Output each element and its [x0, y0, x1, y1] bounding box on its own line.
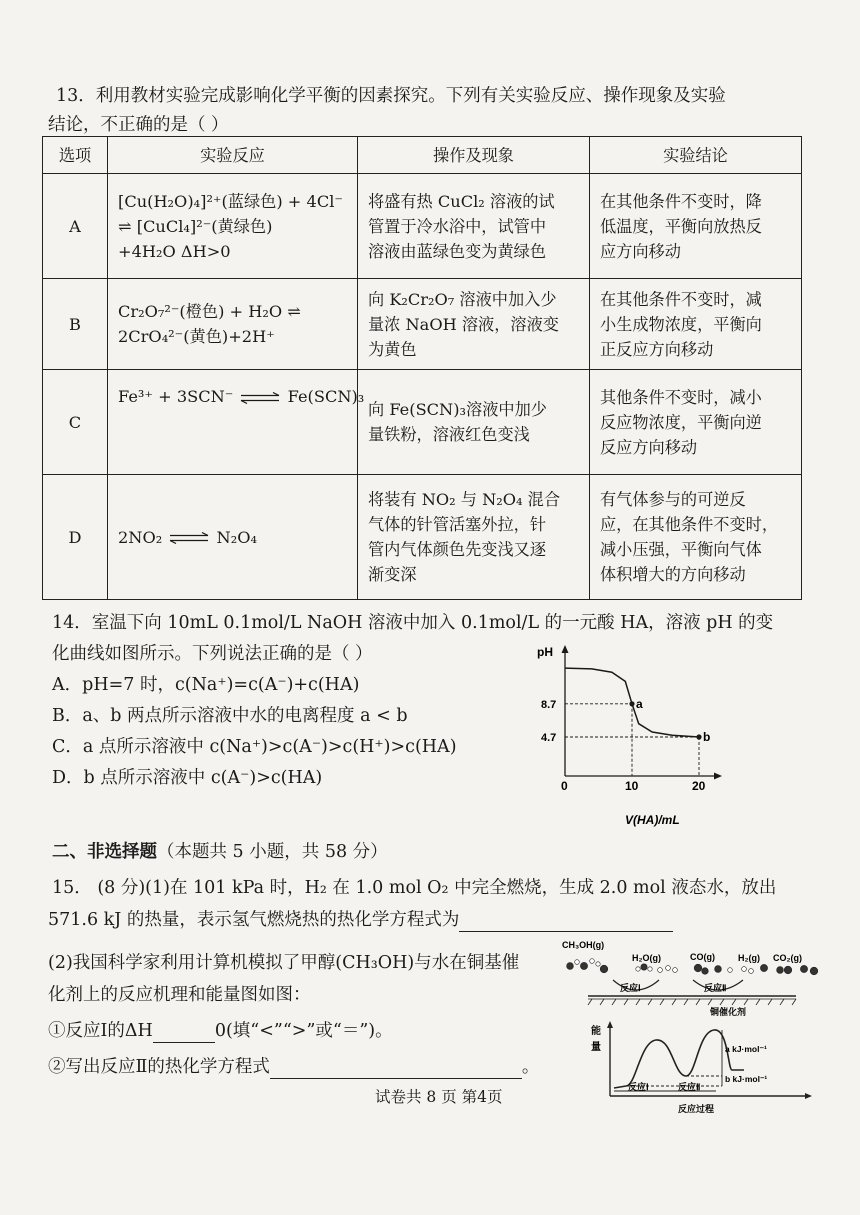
- q15-line2: [48, 908, 673, 932]
- q13-stem-line2: 结论，不正确的是（ ）: [48, 115, 229, 135]
- x-tick-label: 10: [625, 779, 639, 793]
- table-row: [43, 475, 802, 600]
- option-label: B: [43, 279, 108, 370]
- operation-line: 气体的针管活塞外拉，针: [368, 515, 547, 534]
- q13-table: [42, 136, 802, 600]
- operation-line: 渐变深: [368, 565, 417, 584]
- energy-x-label: 反应过程: [678, 1104, 715, 1114]
- x-axis-label: V(HA)/mL: [625, 813, 680, 827]
- operation-line: 向 K₂Cr₂O₇ 溶液中加入少: [368, 289, 557, 309]
- reaction-line: +4H₂O ΔH>0: [118, 241, 231, 261]
- q15-line6: [48, 1055, 539, 1079]
- reaction-cell: [108, 475, 358, 600]
- q14-option-c: C．a 点所示溶液中 c(Na⁺)>c(A⁻)>c(H⁺)>c(HA): [52, 737, 457, 757]
- mechanism-diagram: [558, 936, 826, 1018]
- operation-line: 量铁粉，溶液红色变浅: [368, 425, 530, 444]
- operation-line: 为黄色: [368, 339, 417, 359]
- operation-cell: [358, 370, 590, 475]
- reaction-left: 2NO₂: [118, 527, 163, 547]
- conclusion-cell: [590, 475, 802, 600]
- x-tick-label: 20: [692, 779, 706, 793]
- header-conclusion: 实验结论: [590, 137, 802, 174]
- q14-option-b: B．a、b 两点所示溶液中水的电离程度 a < b: [52, 706, 408, 726]
- table-row: [43, 174, 802, 279]
- q14-option-d: D．b 点所示溶液中 c(A⁻)>c(HA): [52, 768, 323, 788]
- operation-line: 管内气体颜色先变浅又逐: [368, 540, 547, 559]
- reaction-equation: [118, 384, 365, 409]
- header-operation: 操作及现象: [358, 137, 590, 174]
- operation-cell: [358, 174, 590, 279]
- conclusion-cell: [590, 370, 802, 475]
- q15-line5-post: 0(填“<”“>”或“＝”)。: [214, 1021, 393, 1041]
- y-tick-label: 4.7: [541, 731, 557, 744]
- q14-stem-line1: 14．室温下向 10mL 0.1mol/L NaOH 溶液中加入 0.1mol/L 的一元酸 HA，溶液 pH 的变: [52, 613, 774, 633]
- point-label-b: b: [703, 729, 711, 744]
- y-axis-label: pH: [537, 645, 553, 659]
- q15-line6-end: 。: [521, 1057, 540, 1077]
- conclusion-line: 减小压强，平衡向气体: [600, 540, 762, 559]
- operation-cell: [358, 279, 590, 370]
- q15-line3: (2)我国科学家利用计算机模拟了甲醇(CH₃OH)与水在铜基催: [48, 953, 520, 973]
- mech-label-catalyst: 铜催化剂: [710, 1007, 747, 1017]
- conclusion-line: 其他条件不变时，减小: [600, 387, 762, 407]
- energy-axis-char2: 量: [591, 1042, 601, 1053]
- conclusion-line: 体积增大的方向移动: [600, 565, 746, 584]
- equilibrium-arrow-icon: [240, 392, 280, 404]
- q14-stem-line2: 化曲线如图所示。下列说法正确的是（ ）: [52, 644, 373, 664]
- section2-title: 二、非选择题: [52, 842, 157, 862]
- section2-note: （本题共 5 小题，共 58 分）: [157, 842, 388, 862]
- q15-line4: 化剂上的反应机理和能量图如图：: [48, 985, 311, 1005]
- answer-blank: [153, 1024, 215, 1043]
- table-header-row: [43, 137, 802, 174]
- mech-label-r2: 反应Ⅱ: [704, 983, 727, 993]
- operation-line: 管置于冷水浴中，试管中: [368, 216, 547, 236]
- conclusion-line: 低温度，平衡向放热反: [600, 216, 762, 236]
- reaction-cell: [108, 279, 358, 370]
- section2-heading: [52, 840, 388, 864]
- reaction-equation: [118, 525, 347, 550]
- conclusion-line: 在其他条件不变时，降: [600, 191, 762, 211]
- equilibrium-arrow-icon: [169, 532, 209, 544]
- mech-label-co2: CO₂(g): [773, 953, 802, 963]
- header-option: 选项: [43, 137, 108, 174]
- q15-line5: [48, 1019, 393, 1043]
- reaction-cell: [108, 370, 365, 475]
- mech-label-h2o: H₂O(g): [632, 953, 661, 963]
- reaction-line: 2CrO₄²⁻(黄色)+2H⁺: [118, 327, 275, 346]
- energy-label-r1: 反应Ⅰ: [628, 1082, 649, 1092]
- mech-label-co: CO(g): [690, 952, 715, 962]
- option-label: A: [43, 174, 108, 279]
- conclusion-line: 小生成物浓度，平衡向: [600, 314, 762, 334]
- answer-blank: [459, 913, 673, 932]
- reaction-line: Cr₂O₇²⁻(橙色) + H₂O ⇌: [118, 302, 301, 321]
- reaction-right: Fe(SCN)₃: [287, 387, 365, 406]
- y-axis-arrow-icon: [607, 1021, 613, 1028]
- ph-titration-chart: [525, 640, 725, 830]
- q15-line5-pre: ①反应Ⅰ的ΔH: [48, 1021, 153, 1041]
- conclusion-line: 在其他条件不变时，减: [600, 289, 762, 309]
- conclusion-line: 有气体参与的可逆反: [600, 490, 746, 509]
- mech-label-h2: H₂(g): [738, 953, 760, 963]
- option-label: D: [43, 475, 108, 600]
- energy-axis-char1: 能: [591, 1026, 601, 1037]
- header-reaction: 实验反应: [108, 137, 358, 174]
- reaction-left: Fe³⁺ + 3SCN⁻: [118, 387, 234, 406]
- operation-line: 将盛有热 CuCl₂ 溶液的试: [368, 191, 555, 211]
- q15-line2-text: 571.6 kJ 的热量，表示氢气燃烧热的热化学方程式为: [48, 910, 460, 930]
- point-b: [696, 734, 701, 739]
- operation-line: 将装有 NO₂ 与 N₂O₄ 混合: [368, 490, 561, 509]
- x-axis-arrow-icon: [714, 773, 722, 780]
- mech-label-ch3oh: CH₃OH(g): [562, 940, 605, 950]
- point-label-a: a: [636, 696, 643, 711]
- energy-label-b: b kJ·mol⁻¹: [725, 1074, 768, 1084]
- operation-cell: [358, 475, 590, 600]
- conclusion-line: 正反应方向移动: [600, 339, 714, 359]
- conclusion-line: 反应物浓度，平衡向逆: [600, 412, 762, 432]
- point-a: [629, 701, 634, 706]
- answer-blank: [270, 1060, 522, 1079]
- q15-line6-text: ②写出反应Ⅱ的热化学方程式: [48, 1057, 270, 1077]
- reaction-line: [Cu(H₂O)₄]²⁺(蓝绿色) + 4Cl⁻: [118, 191, 343, 211]
- reaction-cell: [108, 174, 358, 279]
- operation-line: 量浓 NaOH 溶液，溶液变: [368, 314, 559, 334]
- conclusion-line: 反应方向移动: [600, 437, 698, 457]
- operation-line: 向 Fe(SCN)₃溶液中加少: [368, 400, 547, 419]
- origin-label: 0: [561, 779, 568, 793]
- operation-line: 溶液由蓝绿色变为黄绿色: [368, 241, 547, 261]
- page-footer: 试卷共 8 页 第4页: [375, 1088, 503, 1106]
- energy-label-r2: 反应Ⅱ: [678, 1082, 701, 1092]
- conclusion-line: 应，在其他条件不变时，: [600, 515, 779, 534]
- conclusion-cell: [590, 174, 802, 279]
- energy-label-a: a kJ·mol⁻¹: [725, 1044, 767, 1054]
- mech-label-r1: 反应Ⅰ: [620, 983, 641, 993]
- q14-option-a: A．pH=7 时，c(Na⁺)=c(A⁻)+c(HA): [52, 675, 360, 695]
- energy-diagram: [582, 1020, 814, 1116]
- reaction-right: N₂O₄: [216, 527, 257, 547]
- option-label: C: [43, 370, 108, 475]
- conclusion-line: 应方向移动: [600, 241, 681, 261]
- y-tick-label: 8.7: [541, 698, 557, 711]
- reaction-line: ⇌ [CuCl₄]²⁻(黄绿色): [118, 216, 273, 236]
- table-row: [43, 279, 802, 370]
- table-row: [43, 370, 802, 475]
- x-axis-arrow-icon: [805, 1093, 812, 1099]
- y-axis-arrow-icon: [562, 645, 569, 653]
- conclusion-cell: [590, 279, 802, 370]
- q15-line1: 15． (8 分)(1)在 101 kPa 时，H₂ 在 1.0 mol O₂ 中完全燃烧，生成 2.0 mol 液态水，放出: [52, 878, 777, 898]
- q13-stem-line1: 13．利用教材实验完成影响化学平衡的因素探究。下列有关实验反应、操作现象及实验: [56, 86, 726, 106]
